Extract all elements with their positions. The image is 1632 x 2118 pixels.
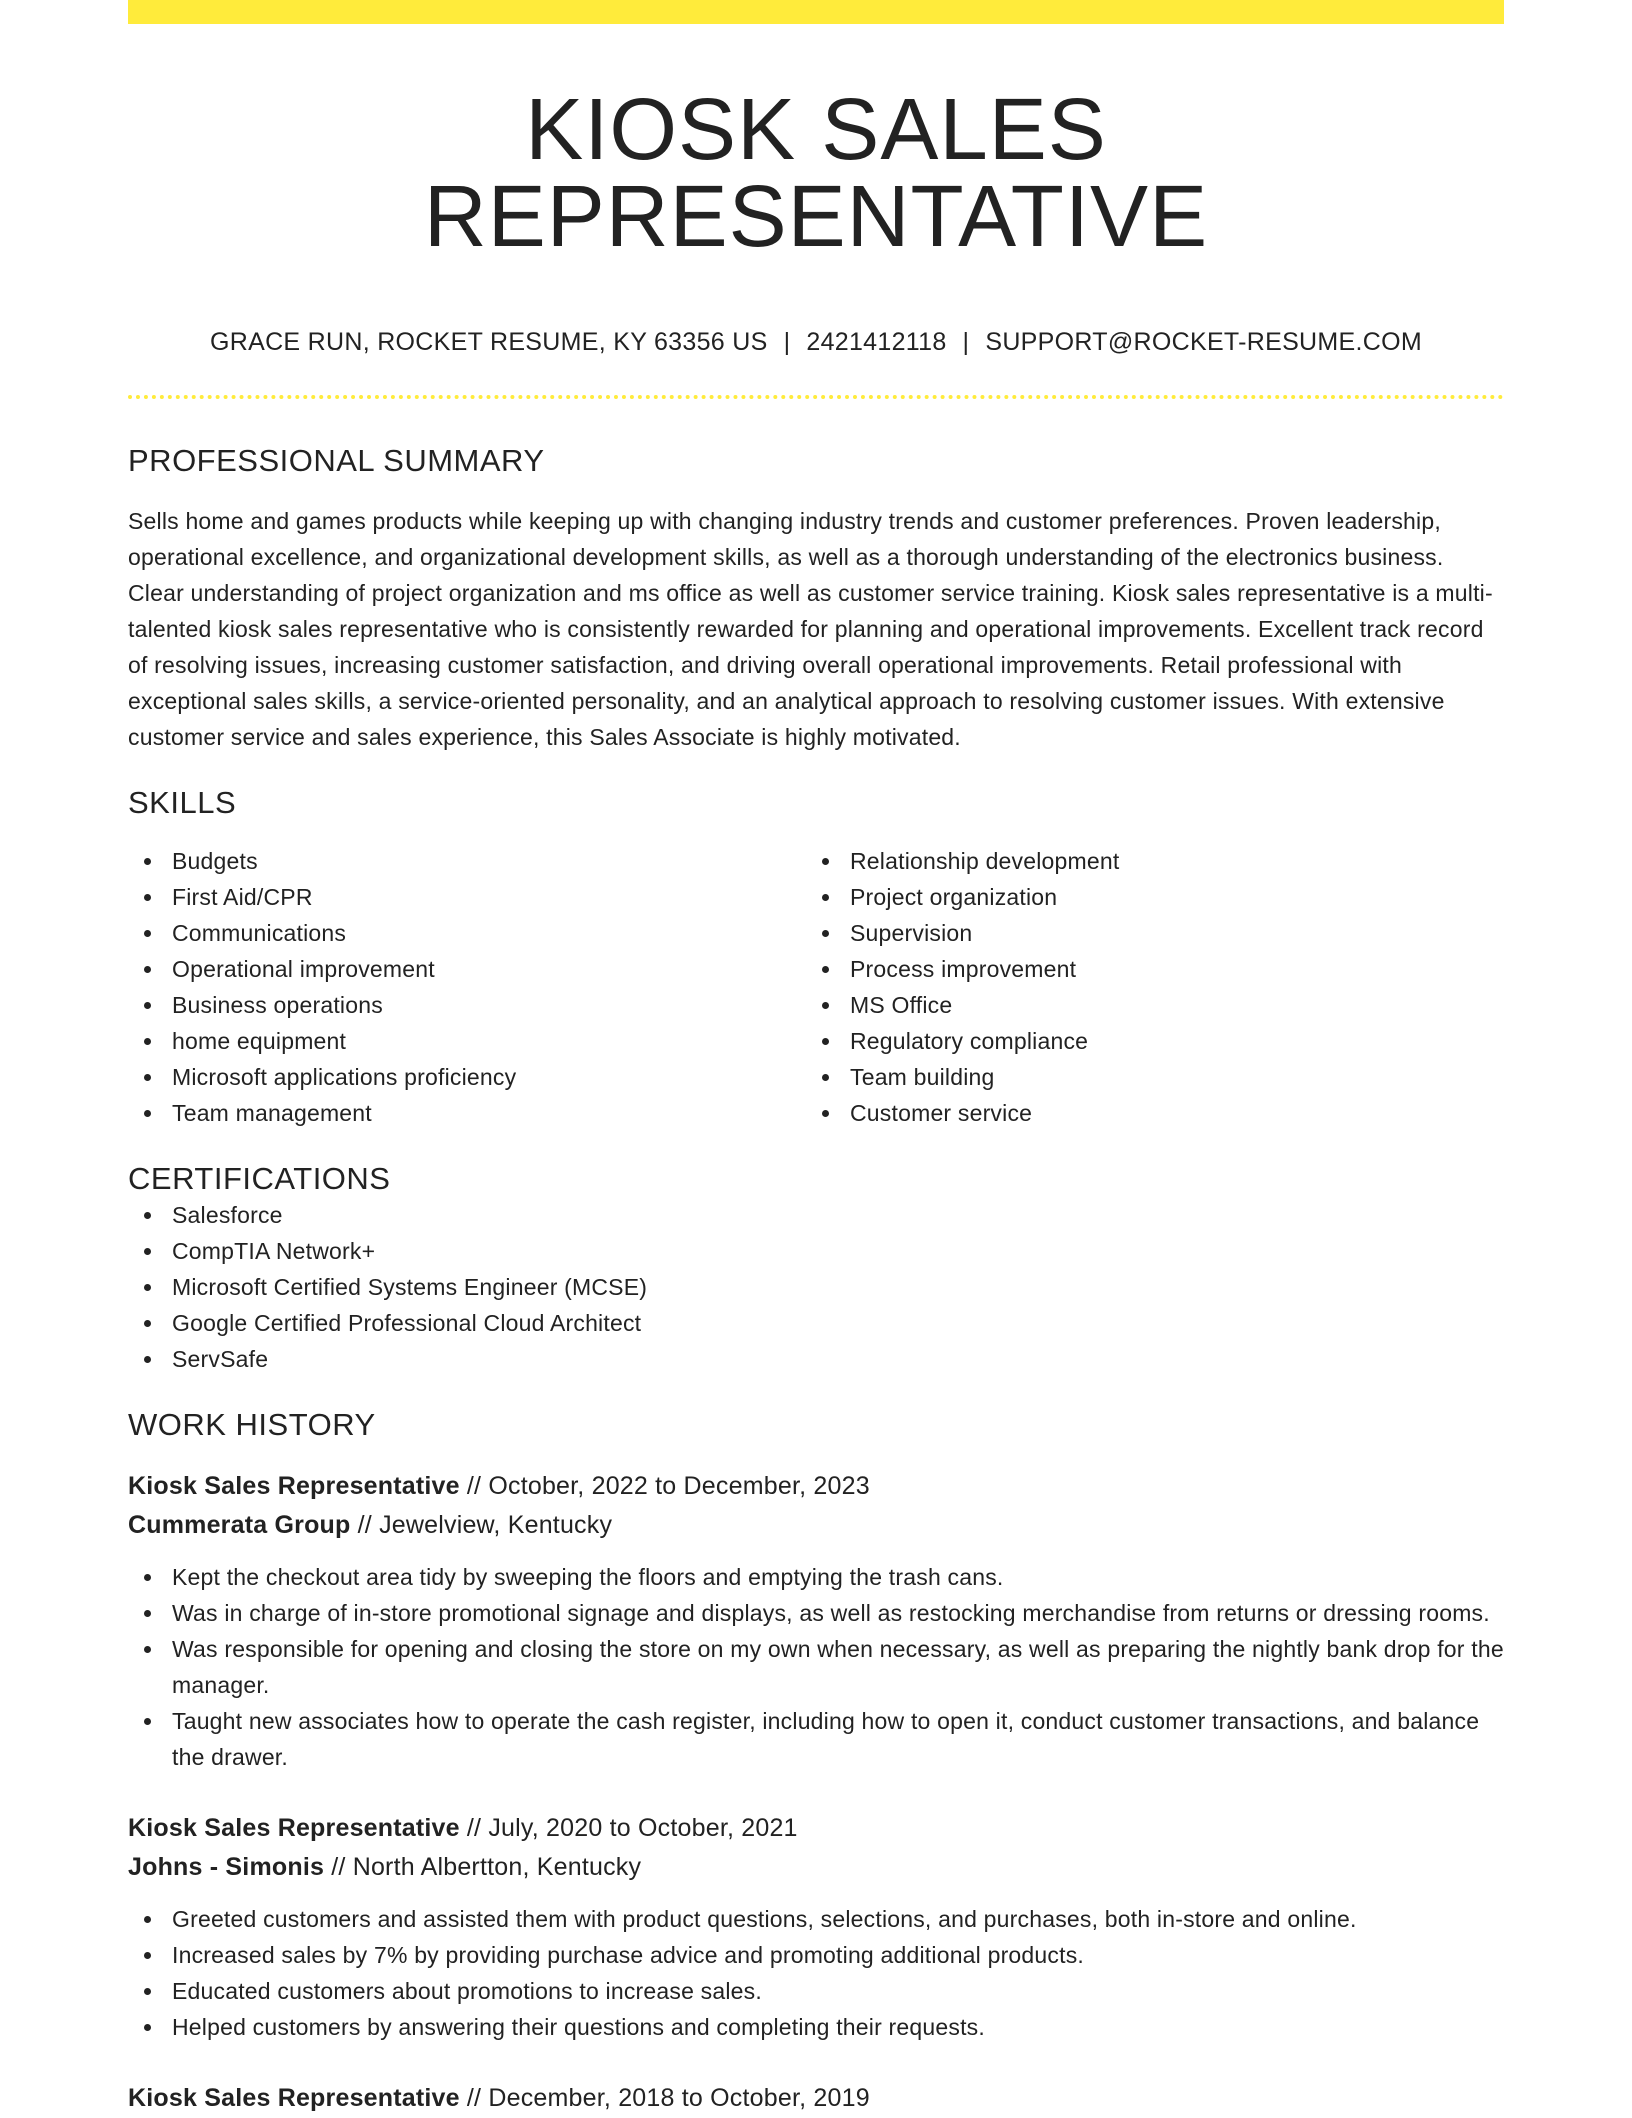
skills-heading: SKILLS <box>128 785 237 820</box>
job-bullets <box>128 1901 1504 2045</box>
skill-item: Microsoft applications proficiency <box>128 1059 806 1095</box>
job-location: North Albertton, Kentucky <box>352 1853 642 1881</box>
job-dates: July, 2020 to October, 2021 <box>488 1814 798 1842</box>
skill-item: Operational improvement <box>128 951 806 987</box>
job-bullet: Helped customers by answering their questions and completing their requests. <box>128 2009 1504 2045</box>
skills-list-right <box>806 843 1484 1131</box>
certifications-heading: CERTIFICATIONS <box>128 1161 391 1196</box>
contact-separator: | <box>962 328 970 356</box>
job-bullet: Was responsible for opening and closing the store on my own when necessary, as well as preparing the nightly bank drop for the manager. <box>128 1631 1504 1703</box>
job-bullet: Greeted customers and assisted them with product questions, selections, and purchases, both in-store and online. <box>128 1901 1504 1937</box>
job-location: Jewelview, Kentucky <box>379 1511 613 1539</box>
contact-address: GRACE RUN, ROCKET RESUME, KY 63356 US <box>210 328 768 356</box>
certification-item: CompTIA Network+ <box>128 1233 1504 1269</box>
contact-line <box>128 328 1504 357</box>
job-bullet: Taught new associates how to operate the cash register, including how to open it, conduct customer transactions, and balance the drawer. <box>128 1703 1504 1775</box>
job-dates: October, 2022 to December, 2023 <box>488 1472 870 1500</box>
accent-top-bar <box>128 0 1504 24</box>
job-role-line: Kiosk Sales Representative // October, 2022 to December, 2023 <box>128 1472 870 1500</box>
skill-item: Communications <box>128 915 806 951</box>
skill-item: Team management <box>128 1095 806 1131</box>
skill-item: MS Office <box>806 987 1484 1023</box>
job-role-line: Kiosk Sales Representative // July, 2020 to October, 2021 <box>128 1814 798 1842</box>
job-dates: December, 2018 to October, 2019 <box>488 2084 870 2112</box>
job-bullet: Increased sales by 7% by providing purchase advice and promoting additional products. <box>128 1937 1504 1973</box>
skills-list-left <box>128 843 806 1131</box>
certification-item: ServSafe <box>128 1341 1504 1377</box>
skill-item: Project organization <box>806 879 1484 915</box>
job-bullets <box>128 1559 1504 1775</box>
skill-item: Regulatory compliance <box>806 1023 1484 1059</box>
resume-page <box>128 0 1504 2118</box>
skill-item: Business operations <box>128 987 806 1023</box>
job-bullet: Was in charge of in-store promotional signage and displays, as well as restocking merchandise from returns or dressing rooms. <box>128 1595 1504 1631</box>
contact-email[interactable]: SUPPORT@ROCKET-RESUME.COM <box>985 328 1422 356</box>
skill-item: Supervision <box>806 915 1484 951</box>
contact-separator: | <box>783 328 791 356</box>
certification-item: Salesforce <box>128 1197 1504 1233</box>
job-role: Kiosk Sales Representative <box>128 2084 460 2112</box>
work-history-heading: WORK HISTORY <box>128 1407 376 1442</box>
job-role-line: Kiosk Sales Representative // December, 2018 to October, 2019 <box>128 2084 870 2112</box>
job-bullet: Educated customers about promotions to increase sales. <box>128 1973 1504 2009</box>
job-bullet: Kept the checkout area tidy by sweeping the floors and emptying the trash cans. <box>128 1559 1504 1595</box>
job-role: Kiosk Sales Representative <box>128 1814 460 1842</box>
job-role: Kiosk Sales Representative <box>128 1472 460 1500</box>
contact-phone[interactable]: 2421412118 <box>806 328 947 356</box>
skill-item: Team building <box>806 1059 1484 1095</box>
resume-title: KIOSK SALES REPRESENTATIVE <box>423 81 1209 265</box>
skill-item: Customer service <box>806 1095 1484 1131</box>
job-company: Cummerata Group <box>128 1511 351 1539</box>
summary-text: Sells home and games products while keeping up with changing industry trends and customer preferences. Proven leadership, operational excellence, and organizational development skills, as well as a thorough understanding of the electronics business. Clear understanding of project organization and ms office as well as customer service training. Kiosk sales representative is a multi-talented kiosk sales representative who is consistently rewarded for planning and operational improvements. Excellent track record of resolving issues, increasing customer satisfaction, and driving overall operational improvements. Retail professional with exceptional sales skills, a service-oriented personality, and an analytical approach to resolving customer issues. With extensive customer service and sales experience, this Sales Associate is highly motivated. <box>128 508 1493 750</box>
skill-item: Relationship development <box>806 843 1484 879</box>
job-entry <box>128 1467 1504 1775</box>
skill-item: First Aid/CPR <box>128 879 806 915</box>
job-company-line: Johns - Simonis // North Albertton, Kentucky <box>128 1853 642 1881</box>
skills-columns <box>128 843 1504 1131</box>
job-company: Johns - Simonis <box>128 1853 325 1881</box>
dotted-divider <box>128 395 1504 399</box>
skill-item: Budgets <box>128 843 806 879</box>
certification-item: Microsoft Certified Systems Engineer (MCSE) <box>128 1269 1504 1305</box>
summary-heading: PROFESSIONAL SUMMARY <box>128 443 545 478</box>
job-entry <box>128 2079 1504 2118</box>
certification-item: Google Certified Professional Cloud Architect <box>128 1305 1504 1341</box>
skill-item: Process improvement <box>806 951 1484 987</box>
job-company-line: Cummerata Group // Jewelview, Kentucky <box>128 1511 613 1539</box>
certifications-list <box>128 1197 1504 1377</box>
skill-item: home equipment <box>128 1023 806 1059</box>
job-entry <box>128 1809 1504 2045</box>
